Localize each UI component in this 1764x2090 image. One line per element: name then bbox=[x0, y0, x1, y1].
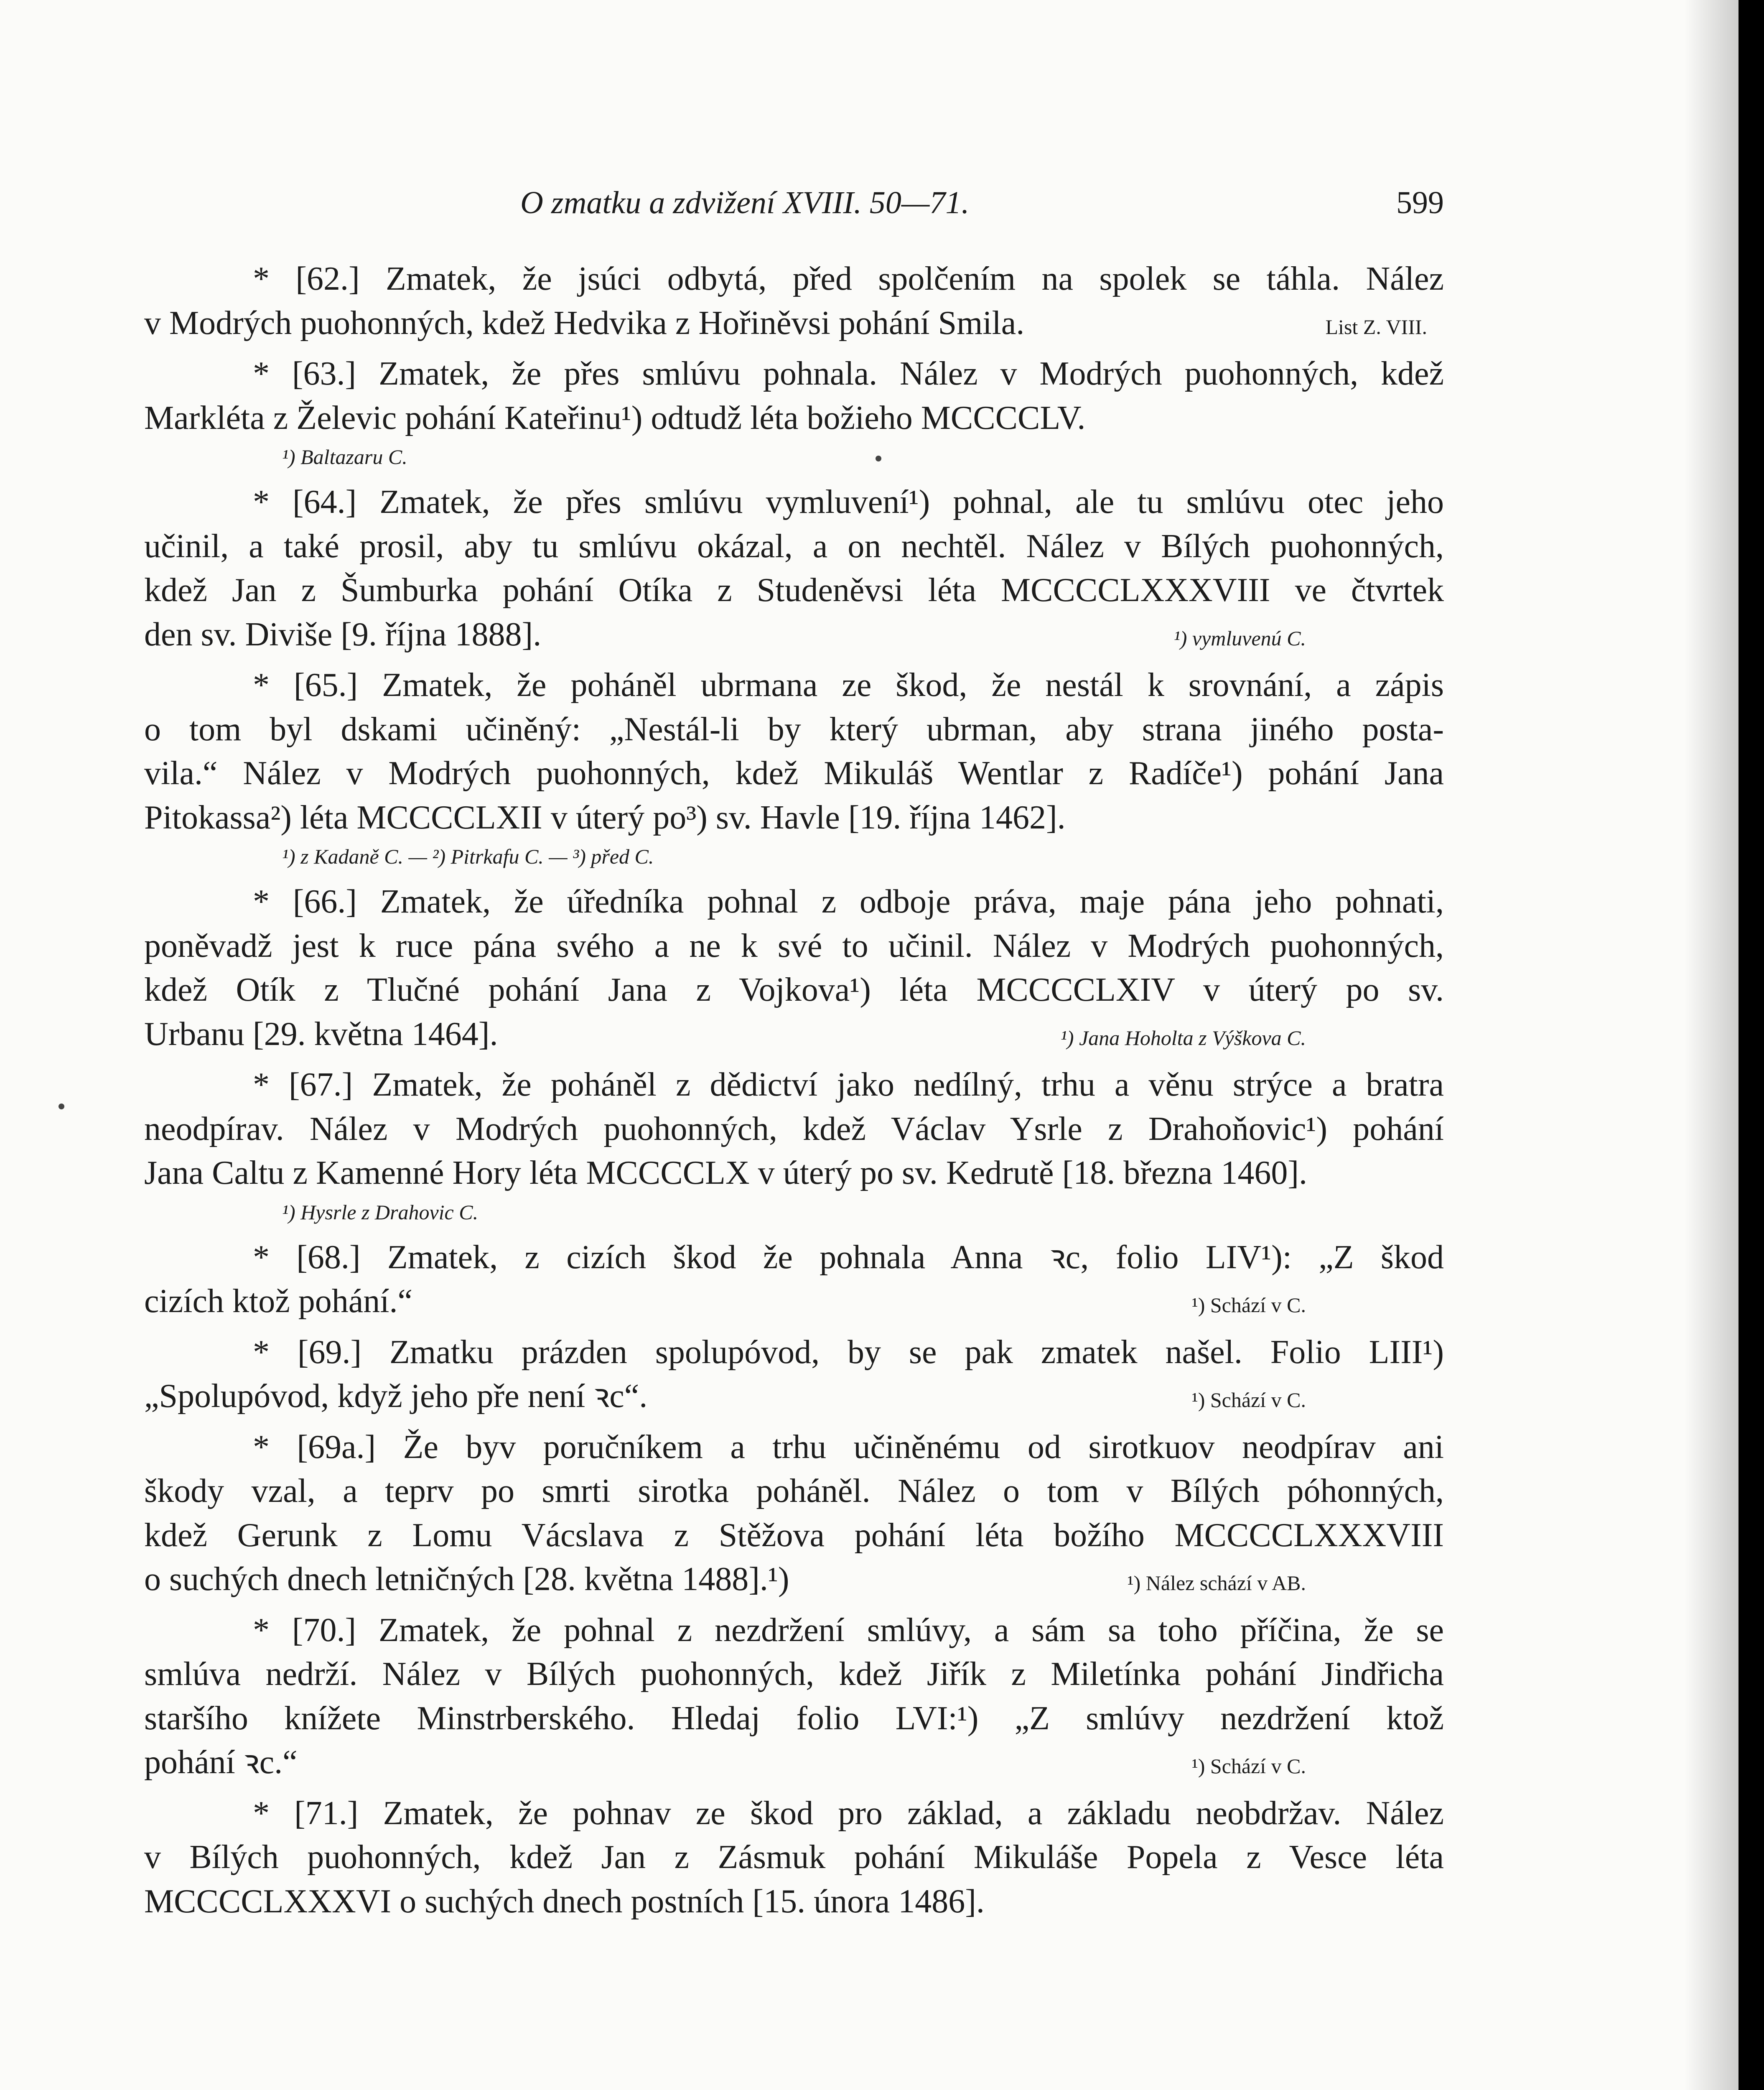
text-line: vila.“ Nález v Modrých puohonných, kdež Mikuláš Wentlar z Radíče¹) pohání Jana bbox=[144, 755, 1444, 792]
text-line: „Spolupóvod, když jeho pře není ꝛc“. bbox=[144, 1378, 648, 1415]
text-line: * [69.] Zmatku prázden spolupóvod, by se pak zmatek našel. Folio LIII¹) bbox=[253, 1333, 1444, 1371]
footnote: ¹) Nález schází v AB. bbox=[1127, 1571, 1306, 1595]
text-line: Pitokassa²) léta MCCCCLXII v úterý po³) sv. Havle [19. října 1462]. bbox=[144, 799, 1066, 836]
text-line: Jana Caltu z Kamenné Hory léta MCCCCLX v úterý po sv. Kedrutě [18. března 1460]. bbox=[144, 1155, 1308, 1191]
text-line: v Bílých puohonných, kdež Jan z Zásmuk pohání Mikuláše Popela z Vesce léta bbox=[144, 1839, 1444, 1876]
text-line-with-note bbox=[144, 1374, 1444, 1419]
entry-69a bbox=[144, 1425, 1444, 1602]
text-line: škody vzal, a teprv po smrti sirotka poháněl. Nález o tom v Bílých póhonných, bbox=[144, 1473, 1444, 1509]
text-line-with-note bbox=[144, 301, 1444, 346]
page-number: 599 bbox=[1396, 185, 1444, 220]
text-line: staršího knížete Minstrberského. Hledaj folio LVI:¹) „Z smlúvy nezdržení ktož bbox=[144, 1700, 1444, 1737]
page-edge-shadow bbox=[1684, 0, 1739, 2090]
scan-speck bbox=[59, 1104, 64, 1109]
footnote: ¹) Hysrle z Drahovic C. bbox=[282, 1200, 479, 1224]
entry-62 bbox=[144, 257, 1444, 345]
footnote: ¹) Baltazaru C. bbox=[282, 445, 407, 469]
text-line-with-note bbox=[144, 1741, 1444, 1785]
footnote: ¹) Schází v C. bbox=[1191, 1754, 1306, 1778]
text-line: pohání ꝛc.“ bbox=[144, 1744, 298, 1781]
text-line: den sv. Diviše [9. října 1888]. bbox=[144, 616, 542, 653]
running-title: O zmatku a zdvižení XVIII. 50—71. bbox=[520, 185, 970, 220]
footnote: ¹) z Kadaně C. — ²) Pitrkafu C. — ³) před C. bbox=[282, 845, 654, 868]
text-line: o tom byl dskami učiněný: „Nestál-li by který ubrman, aby strana jiného posta- bbox=[144, 711, 1444, 748]
text-line: poněvadž jest k ruce pána svého a ne k své to učinil. Nález v Modrých puohonných, bbox=[144, 927, 1444, 964]
text-line: kdež Gerunk z Lomu Vácslava z Stěžova pohání léta božího MCCCCLXXXVIII bbox=[144, 1517, 1444, 1554]
text-line: učinil, a také prosil, aby tu smlúvu okázal, a on nechtěl. Nález v Bílých puohonných, bbox=[144, 528, 1444, 565]
text-line: * [63.] Zmatek, že přes smlúvu pohnala. Nález v Modrých puohonných, kdež bbox=[253, 355, 1444, 392]
text-line: kdež Jan z Šumburka pohání Otíka z Studeněvsi léta MCCCCLXXXVIII ve čtvrtek bbox=[144, 572, 1444, 609]
text-line: o suchých dnech letničných [28. května 1488].¹) bbox=[144, 1561, 789, 1598]
text-line: * [66.] Zmatek, že úředníka pohnal z odboje práva, maje pána jeho pohnati, bbox=[253, 883, 1444, 920]
page-body bbox=[144, 257, 1444, 1930]
footnote: ¹) Schází v C. bbox=[1191, 1388, 1306, 1412]
text-line: * [64.] Zmatek, že přes smlúvu vymluvení¹) pohnal, ale tu smlúvu otec jeho bbox=[253, 484, 1444, 520]
text-line: smlúva nedrží. Nález v Bílých puohonných, kdež Jiřík z Miletínka pohání Jindřicha bbox=[144, 1656, 1444, 1692]
text-line: * [68.] Zmatek, z cizích škod že pohnala Anna ꝛc, folio LIV¹): „Z škod bbox=[253, 1239, 1444, 1276]
footnote: ¹) Schází v C. bbox=[1191, 1293, 1306, 1317]
entry-70 bbox=[144, 1608, 1444, 1785]
footnote: ¹) vymluvenú C. bbox=[1173, 626, 1306, 650]
entry-69 bbox=[144, 1330, 1444, 1419]
text-line-with-note bbox=[144, 613, 1444, 657]
text-line: v Modrých puohonných, kdež Hedvika z Hořiněvsi pohání Smila. bbox=[144, 304, 1025, 342]
entry-63 bbox=[144, 352, 1444, 474]
text-line: * [70.] Zmatek, že pohnal z nezdržení smlúvy, a sám sa toho příčina, že se bbox=[253, 1611, 1444, 1649]
text-line-with-note bbox=[144, 1012, 1444, 1057]
text-line: * [71.] Zmatek, že pohnav ze škod pro základ, a základu neobdržav. Nález bbox=[253, 1794, 1444, 1832]
margin-note: List Z. VIII. bbox=[1325, 315, 1427, 339]
footnote: ¹) Jana Hoholta z Výškova C. bbox=[1060, 1026, 1306, 1050]
entry-66 bbox=[144, 880, 1444, 1056]
text-line: neodpírav. Nález v Modrých puohonných, kdež Václav Ysrle z Drahoňovic¹) pohání bbox=[144, 1110, 1444, 1147]
text-line: * [65.] Zmatek, že poháněl ubrmana ze škod, že nestál k srovnání, a zápis bbox=[253, 667, 1444, 703]
text-line-with-note bbox=[144, 1557, 1444, 1602]
entry-71 bbox=[144, 1792, 1444, 1924]
text-line: Urbanu [29. května 1464]. bbox=[144, 1015, 498, 1053]
text-line: * [62.] Zmatek, že jsúci odbytá, před spolčením na spolek se táhla. Nález bbox=[253, 260, 1444, 297]
text-line: * [67.] Zmatek, že poháněl z dědictví jako nedílný, trhu a věnu strýce a bratra bbox=[253, 1066, 1444, 1103]
text-line: kdež Otík z Tlučné pohání Jana z Vojkova¹) léta MCCCCLXIV v úterý po sv. bbox=[144, 971, 1444, 1008]
entry-64 bbox=[144, 480, 1444, 657]
text-line: MCCCCLXXXVI o suchých dnech postních [15. února 1486]. bbox=[144, 1883, 985, 1920]
text-line: Markléta z Želevic pohání Kateřinu¹) odtudž léta božieho MCCCCLV. bbox=[144, 399, 1086, 436]
scan-speck bbox=[876, 456, 881, 461]
text-line-with-note bbox=[144, 1279, 1444, 1324]
entry-67 bbox=[144, 1063, 1444, 1229]
text-line: cizích ktož pohání.“ bbox=[144, 1283, 412, 1320]
entry-68 bbox=[144, 1236, 1444, 1324]
text-line: * [69a.] Že byv poručníkem a trhu učiněnému od sirotkuov neodpírav ani bbox=[253, 1428, 1444, 1466]
page-header bbox=[144, 182, 1444, 228]
entry-65 bbox=[144, 663, 1444, 873]
